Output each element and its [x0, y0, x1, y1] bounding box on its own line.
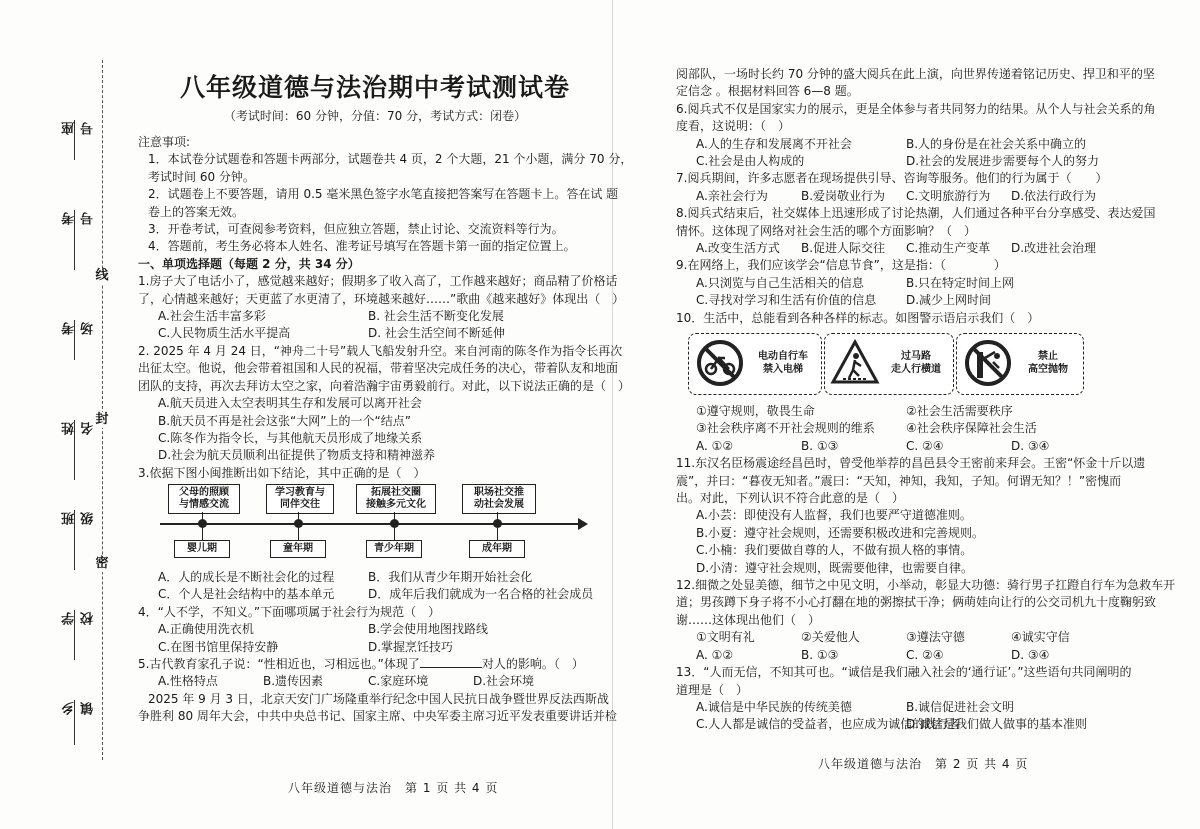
- text-line: 情怀。这体现了网络对社会生活的哪个方面影响？（ ）: [676, 223, 977, 238]
- option: C.寻找对学习和生活有价值的信息: [696, 293, 877, 308]
- option: A.人的生存和发展离不开社会: [696, 136, 852, 151]
- growth-flow-diagram: [150, 480, 590, 570]
- option-row: [676, 420, 1156, 437]
- option: ①遵守规则，敬畏生命: [696, 404, 815, 418]
- text-line: 道理是（ ）: [676, 682, 749, 697]
- option: A. ①②: [696, 647, 734, 662]
- text-line: 6.阅兵式不仅是国家实力的展示，更是全体参与者共同努力的结果。从个人与社会关系的角: [676, 101, 1156, 116]
- text-line: 2．试题卷上不要答题，请用 0.5 毫米黑色签字水笔直接把答案写在答题卡上。答在试 题: [148, 187, 619, 202]
- section-heading: 一、单项选择题（每题 2 分，共 34 分）: [138, 256, 360, 271]
- text-line: 出征太空。他说，他会带着祖国和人民的祝福，带着坚决完成任务的决心，带着队友和地面: [138, 361, 619, 376]
- text-line: 道；男孩蹲下身子将不小心打翻在地的粥擦拭干净；俩萌娃向让行的公交司机九十度鞠躬致: [676, 595, 1157, 610]
- option: A.社会生活丰富多彩: [158, 309, 266, 324]
- option: D.改进社会治理: [1011, 241, 1097, 256]
- sign-crosswalk: [824, 333, 954, 395]
- seal-word-feng: 封: [93, 412, 111, 428]
- option: C.推动生产变革: [906, 241, 991, 256]
- text-line: 5.古代教育家孔子说：“性相近也，习相远也。”体现了 对人的影响。（ ）: [138, 657, 584, 672]
- option: B.促进人际交往: [801, 241, 886, 256]
- option-row: [138, 586, 600, 603]
- option: C．个人是社会结构中的基本单元: [158, 587, 335, 602]
- option-row: [676, 275, 1156, 292]
- text-line: 谢……这体现出他们（ ）: [676, 612, 821, 627]
- option: B. ①③: [801, 647, 839, 662]
- text-line: 度看，这说明：（ ）: [676, 119, 791, 134]
- text-line: B.航天员不再是社会这张“大网”上的一个“结点”: [158, 413, 411, 428]
- option: C. ②④: [906, 647, 944, 662]
- text-line: 9.在网络上，我们应该学会“信息节食”，这是指：（ ）: [676, 258, 1006, 273]
- stage-box-3: 拓展社交圈 接触多元文化: [356, 484, 436, 514]
- option: C.文明旅游行为: [906, 188, 991, 203]
- text-line: D.社会为航天员顺利出征提供了物质支持和精神滋养: [158, 448, 436, 463]
- text-line: 定信念 。根据材料回答 6—8 题。: [676, 84, 859, 99]
- sign-no-ebike-text: 电动自行车 禁入电梯: [758, 351, 808, 375]
- option: A. ①②: [696, 438, 734, 453]
- stage-box-4: 职场社交推 动社会发展: [462, 484, 536, 514]
- timeline-axis: [160, 523, 580, 525]
- option: ②关爱他人: [801, 630, 860, 645]
- stage-box-2: 学习教育与 同伴交往: [266, 484, 334, 514]
- footer-right: 八年级道德与法治 第 2 页 共 4 页: [818, 757, 1029, 771]
- text-line: C.小楠：我们要做自尊的人，不做有损人格的事情。: [696, 543, 973, 558]
- option-row: [138, 325, 600, 342]
- option-row: [138, 308, 600, 325]
- text-line: 13．“人而无信，不知其可也。“诚信是我们融入社会的‘通行证’。”这些语句共同阐明的: [676, 665, 1132, 680]
- option: B. ①③: [801, 438, 839, 453]
- text-line: 出。对此，下列认识不符合此意的是（ ）: [676, 491, 905, 506]
- seal-word-xian: 线: [93, 268, 111, 284]
- option: B.只在特定时间上网: [906, 275, 1015, 290]
- no-ebike-icon: [695, 338, 745, 388]
- text-line: 4．“人不学，不知义。”下面哪项属于社会行为规范（ ）: [138, 604, 441, 619]
- age-infancy: 婴儿期: [174, 540, 230, 558]
- timeline-dot: [493, 519, 502, 528]
- option: B. 社会生活不断变化发展: [368, 309, 504, 324]
- option: D.诚信是我们做人做事的基本准则: [906, 717, 1088, 732]
- sign-no-throwing-text: 禁止 高空抛物: [1028, 351, 1068, 375]
- text-line: 1．本试卷分试题卷和答题卡两部分，试题卷共 4 页，2 个大题，21 个小题，满分 70 分，: [148, 152, 633, 167]
- option: D．成年后我们就成为一名合格的社会成员: [368, 587, 594, 602]
- text-line: 1.房子大了电话小了，感觉越来越好；假期多了收入高了，工作越来越好；商品精了价格话: [138, 274, 618, 289]
- text-line: 3．开卷考试，可查阅参考资料，但应独立答题，禁止讨论、交流资料等行为。: [148, 222, 564, 237]
- option: D. ③④: [1011, 438, 1050, 453]
- text-line: 8.阅兵式结束后，社交媒体上迅速形成了讨论热潮，人们通过各种平台分享感受、表达爱国: [676, 206, 1156, 221]
- text-line: 注意事项:: [138, 135, 191, 149]
- text-line: 12.细微之处显美德，细节之中见文明，小举动，彰显大功德：骑行男子扛蹬自行车为急救车开: [676, 578, 1176, 593]
- option: ④社会秩序保障社会生活: [906, 421, 1037, 436]
- text-line: B.小夏：遵守社会规则，还需要积极改进和完善规则。: [696, 525, 985, 540]
- text-line: 团队的支持，再次去拜访太空之家，向着浩瀚宇宙勇毅前行。对此，以下说法正确的是（ ）: [138, 378, 631, 393]
- option: D.社会的发展进步需要每个人的努力: [906, 154, 1100, 169]
- text-line: 了，心情越来越好；天更蓝了水更清了，环境越来越好……”歌曲《越来越好》体现出（ ）: [138, 291, 625, 306]
- option: ①文明有礼: [696, 630, 755, 645]
- option: ②社会生活需要秩序: [906, 404, 1013, 418]
- left-column-top: [138, 134, 633, 482]
- option: B.爱岗敬业行为: [801, 188, 886, 203]
- binding-dashed-line: [102, 60, 103, 760]
- left-column-bottom: [138, 569, 617, 726]
- exam-title: 八年级道德与法治期中考试测试卷: [179, 73, 570, 102]
- option: D. ③④: [1011, 647, 1050, 662]
- option: ③社会秩序离不开社会规则的维系: [696, 421, 875, 436]
- text-line: D.小清：遵守社会规则，既需要他律，也需要自律。: [696, 560, 974, 575]
- option: C.人人都是诚信的受益者，也应成为诚信的践行者: [696, 717, 961, 732]
- option: A.诚信是中华民族的传统美德: [696, 699, 852, 714]
- option: B.人的身份是在社会关系中确立的: [906, 136, 1087, 151]
- age-childhood: 童年期: [270, 540, 326, 558]
- option: A.性格特点: [158, 674, 218, 689]
- option-row: [676, 438, 1156, 455]
- right-column-bottom: [676, 403, 1176, 734]
- option: D. 社会生活空间不断延伸: [368, 326, 505, 341]
- text-line: 争胜利 80 周年大会，中共中央总书记、国家主席、中央军委主席习近平发表重要讲话并检: [138, 709, 617, 724]
- option: C.社会是由人构成的: [696, 154, 805, 169]
- text-line: 11.东汉名臣杨震途经昌邑时，曾受他举荐的昌邑县令王密前来拜会。王密“怀金十斤以遗: [676, 456, 1146, 471]
- sign-no-throwing: [956, 333, 1084, 395]
- option: A.只浏览与自己生活相关的信息: [696, 275, 864, 290]
- option: C.家庭环境: [368, 674, 429, 689]
- option: ④诚实守信: [1011, 630, 1070, 645]
- page-fold: [612, 0, 613, 829]
- timeline-arrow-icon: [578, 518, 588, 530]
- age-adulthood: 成年期: [469, 540, 525, 558]
- option: A.正确使用洗衣机: [158, 622, 254, 637]
- option-row: [676, 153, 1156, 170]
- option-row: [676, 136, 1156, 153]
- text-line: A.航天员进入太空表明其生存和发展可以离开社会: [158, 396, 422, 411]
- option-row: [138, 639, 600, 656]
- age-adolescence: 青少年期: [366, 540, 422, 558]
- option: ③遵法守德: [906, 630, 965, 645]
- option: A.亲社会行为: [696, 188, 768, 203]
- text-line: 2025 年 9 月 3 日，北京天安门广场隆重举行纪念中国人民抗日战争暨世界反法西斯战: [148, 691, 609, 706]
- text-line: C.陈冬作为指令长，与其他航天员形成了地缘关系: [158, 430, 423, 445]
- option: D.减少上网时间: [906, 293, 992, 308]
- text-line: 10．生活中，总能看到各种各样的标志。如图警示语启示我们（ ）: [676, 310, 1040, 325]
- text-line: 卷上的答案无效。: [148, 204, 245, 219]
- option-row: [676, 403, 1156, 420]
- option: D.掌握烹饪技巧: [368, 639, 454, 654]
- option-row: [676, 647, 1156, 664]
- text-line: 4．答题前，考生务必将本人姓名、准考证号填写在答题卡第一面的指定位置上。: [148, 239, 576, 254]
- warning-signs-figure: [688, 333, 1084, 395]
- text-line: 阅部队，一场时长约 70 分钟的盛大阅兵在此上演，向世界传递着铭记历史、捍卫和平的坚: [676, 67, 1155, 81]
- fill-blank[interactable]: [420, 656, 482, 668]
- option: C.在图书馆里保持安静: [158, 639, 279, 654]
- text-line: 考试时间 60 分钟。: [148, 169, 255, 184]
- text-line: 7.阅兵期间，许多志愿者在现场提供引导、咨询等服务。他们的行为属于（ ）: [676, 171, 1108, 186]
- pedestrian-crossing-icon: [829, 338, 881, 388]
- exam-subtitle: （考试时间：60 分钟，分值：70 分，考试方式：闭卷）: [223, 109, 527, 123]
- option: B．我们从青少年期开始社会化: [368, 570, 533, 584]
- timeline-dot: [390, 519, 399, 528]
- option-row: [138, 569, 600, 586]
- option: D.依法行政行为: [1011, 188, 1097, 203]
- option: B.诚信促进社会文明: [906, 699, 1015, 714]
- text-line: 3.依据下图小闽推断出如下结论，其中正确的是（ ）: [138, 465, 426, 480]
- option: B.遗传因素: [263, 674, 324, 689]
- sign-no-ebike: [688, 333, 822, 395]
- option-row: [676, 188, 1156, 205]
- option-row: [138, 621, 600, 638]
- text-line: A.小芸：即使没有人监督，我们也要严守道德准则。: [696, 508, 972, 523]
- no-throwing-icon: [963, 338, 1013, 388]
- option-row: [676, 629, 1156, 646]
- stage-box-1: 父母的照顾 与情感交流: [168, 484, 240, 514]
- option: C.人民物质生活水平提高: [158, 326, 291, 341]
- text-line: 震”，并曰：“暮夜无知者。”震曰：“天知，神知，我知，子知。何谓无知？！”密愧而: [676, 473, 1122, 488]
- footer-left: 八年级道德与法治 第 1 页 共 4 页: [288, 781, 499, 795]
- option: A．人的成长是不断社会化的过程: [158, 570, 335, 584]
- exam-sheet: 线 封 密 座号 考号 考场 姓名 班级 学校 乡镇 八年级道德与法治期中考试测试卷 （考试时间：60 分钟，分值：70 分，考试方式：闭卷） 注意事项: 1．本试卷分试题卷和答题卡两部分，试题卷共 4 页，2 个大题，21 个小题，满分 70 分， 考试时间 60 分钟。 2．试题卷上不要答题，请用 0.5 毫米黑色签字水笔直接把答案写在答题卡上。答在试 题 卷上的答案无效。 3．开卷考试，可查阅参考资料，但应独立答题，禁止讨论、交流资料等行为。 4．答题前，考生务必将本人姓名、准考证号填写在答题卡第一面的指定位置上。 一、单项选择题（每题 2 分，共 34 分） 1.房子大了电话小了，感觉越来越好；假期多了收入高了，工作越来越好；商品精了价格话 了，心情越来越好；天更蓝了水更清了，环境越来越好……”歌曲《越来越好》体现出（ ） A.社会生活丰富多彩 B. 社会生活不断变化发展 C.人民物质生活水平提高 D. 社会生活空间不断延伸 2. 2025 年 4 月 24 日，“神舟二十号”载人飞船发射升空。来自河南的陈冬作为指令长再次 出征太空。他说，他会带着祖国和人民的祝福，带着坚决完成任务的决心，带着队友和地面 团队的支持，再次去拜访太空之家，向着浩瀚宇宙勇毅前行。对此，以下说法正确的是（ ） A.航天员进入太空表明其生存和发展可以离开社会 B.航天员不再是社会这张“大网”上的一个“结点” C.陈冬作为指令长，与其他航天员形成了地缘关系 D.社会为航天员顺利出征提供了物质支持和精神滋养 3.依据下图小闽推断出如下结论，其中正确的是（ ） 父母的照顾 与情感交流 学习教育与 同伴交往 拓展社交圈 接触多元文化 职场社交推 动社会发展 婴儿期 童年期 青少年期 成年期 A．人的成长是不断社会化的过程 B．我们从青少年期开始社会化 C．个人是社会结构中的基本单元 D．成年后我们就成为一名合格的社会成员 4．“人不学，不知义。”下面哪项属于社会行为规范（ ） A.正确使用洗衣机 B.学会使用地图找路线 C.在图书馆里保持安静 D.掌握烹饪技巧 5.古代教育家孔子说：“性相近也，习相远也。”体现了 对人的影响。（ ） A.性格特点 B.遗传因素 C.家庭环境 D.社会环境 2025 年 9 月 3 日，北京天安门广场隆重举行纪念中国人民抗日战争暨世界反法西斯战 争胜利 80 周年大会，中共中央总书记、国家主席、中央军委主席习近平发表重要讲话并检 八年级道德与法治 第 1 页 共 4 页 阅部队，一场时长约 70 分钟的盛大阅兵在此上演，向世界传递着铭记历史、捍卫和平的坚 定信念 。根据材料回答 6—8 题。 6.阅兵式不仅是国家实力的展示，更是全体参与者共同努力的结果。从个人与社会关系的角 度看，这说明：（ ） A.人的生存和发展离不开社会 B.人的身份是在社会关系中确立的 C.社会是由人构成的 D.社会的发展进步需要每个人的努力 7.阅兵期间，许多志愿者在现场提供引导、咨询等服务。他们的行为属于（ ） A.亲社会行为 B.爱岗敬业行为 C.文明旅游行为 D.依法行政行为 8.阅兵式结束后，社交媒体上迅速形成了讨论热潮，人们通过各种平台分享感受、表达爱国 情怀。这体现了网络对社会生活的哪个方面影响？（ ） A.改变生活方式 B.促进人际交往 C.推动生产变革 D.改进社会治理 9.在网络上，我们应该学会“信息节食”，这是指：（ ） A.只浏览与自己生活相关的信息 B.只在特定时间上网 C.寻找对学习和生活有价值的信息 D.减少上网时间 10．生活中，总能看到各种各样的标志。如图警示语启示我们（ ） 电动自行车 禁入电梯 过马路 走人行横道 禁止 高空抛物 ①遵守规则，敬畏生命 ②社会生活需要秩序 ③社会秩序离不开社会规则的维系 ④社会秩序保障社会生活 A. ①② B. ①③ C. ②④ D. ③④ 11.东汉名臣杨震途经昌邑时，曾受他举荐的昌邑县令王密前来拜会。王密“怀金十斤以遗 震”，并曰：“暮夜无知者。”震曰：“天知，神知，我知，子知。何谓无知？！”密愧而 出。对此，下列认识不符合此意的是（ ） A.小芸：即使没有人监督，我们也要严守道德准则。 B.小夏：遵守社会规则，还需要积极改进和完善规则。 C.小楠：我们要做自尊的人，不做有损人格的事情。 D.小清：遵守社会规则，既需要他律，也需要自律。 12.细微之处显美德，细节之中见文明，小举动，彰显大功德：骑行男子扛蹬自行车为急救车开 道；男孩蹲下身子将不小心打翻在地的粥擦拭干净；俩萌娃向让行的公交司机九十度鞠躬致 谢……这体现出他们（ ） ①文明有礼 ②关爱他人 ③遵法守德 ④诚实守信 A. ①② B. ①③ C. ②④ D. ③④ 13．“人而无信，不知其可也。“诚信是我们融入社会的‘通行证’。”这些语句共同阐明的 道理是（ ） A.诚信是中华民族的传统美德 B.诚信促进社会文明 C.人人都是诚信的受益者，也应成为诚信的践行者 D.诚信是我们做人做事的基本准则 八年级道德与法治 第 2 页 共 4 页: [0, 0, 1200, 829]
- option-row: [676, 716, 1156, 733]
- option-row: [676, 699, 1156, 716]
- text-line: 2. 2025 年 4 月 24 日，“神舟二十号”载人飞船发射升空。来自河南的陈冬作为指令长再次: [138, 343, 623, 358]
- option: C. ②④: [906, 438, 944, 453]
- option-row: [676, 240, 1156, 257]
- option-row: [138, 673, 600, 690]
- seal-word-mi: 密: [93, 556, 111, 572]
- option: B.学会使用地图找路线: [368, 622, 489, 637]
- option: A.改变生活方式: [696, 241, 780, 256]
- right-column-top: [676, 66, 1156, 327]
- timeline-dot: [198, 519, 207, 528]
- option-row: [676, 292, 1156, 309]
- option: D.社会环境: [473, 674, 535, 689]
- timeline-dot: [294, 519, 303, 528]
- sign-crosswalk-text: 过马路 走人行横道: [891, 351, 941, 375]
